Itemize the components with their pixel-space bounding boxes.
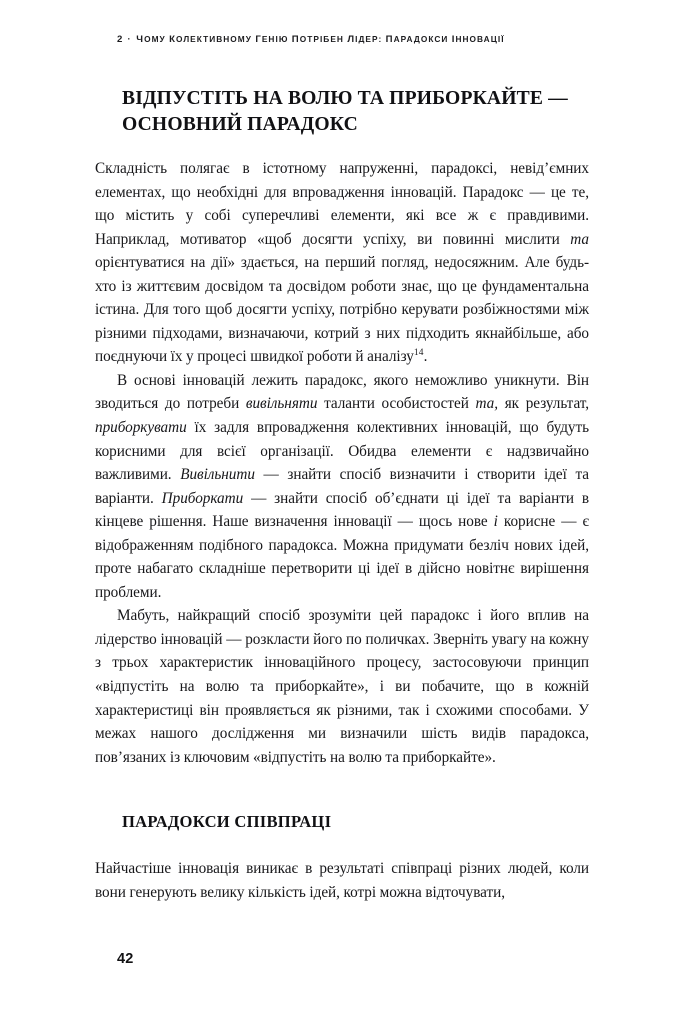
paragraph-2-emphasis-2: та, — [475, 395, 499, 413]
paragraph-1-part-b: орієнтуватися на дії» здається, на перший погляд, недосяжним. Але будь-хто із життєвим досвідом та досвідом роботи знає, що це фундаментальна істина. Для того щоб досягти успіху, потрібно керувати розбіжностями між різними підходами, визначаючи, котрий з них підходить якнайбільше, або поєднуючи їх у процесі швидкої роботи й аналізу — [95, 254, 589, 366]
paragraph-2-emphasis-5: Приборкати — [161, 489, 244, 507]
paragraph-1-part-c: . — [423, 348, 428, 366]
paragraph-2-emphasis-6: і — [493, 513, 498, 531]
spacer-after-section-heading — [95, 833, 589, 857]
running-head — [117, 33, 597, 46]
paragraph-4: Найчастіше інновація виникає в результаті співпраці різних людей, коли вони генерують велику кількість ідей, котрі можна відточувати, — [95, 860, 589, 901]
paragraph-2-part-g: корисне — є відображенням подібного парадокса. Можна придумати безліч нових ідей, проте набагато складніше перетворити ці ідеї в дійсно новітнє вирішення проблеми. — [95, 513, 589, 601]
paragraph-2-part-d: їх задля впровадження колективних інновацій, що будуть корисними для всієї організації. Обидва елементи є надзвичайно важливими. — [95, 419, 589, 484]
footnote-marker-14: 14 — [413, 348, 424, 359]
paragraph-2-emphasis-4: Вивільнити — [180, 466, 255, 484]
section-title: ПАРАДОКСИ СПІВПРАЦІ — [122, 812, 332, 832]
spacer-before-section-heading — [95, 769, 589, 811]
running-head-title: ЧОМУ КОЛЕКТИВНОМУ ГЕНІЮ ПОТРІБЕН ЛІДЕР: ПАРАДОКСИ ІННОВАЦІЇ — [136, 34, 505, 45]
paragraph-1 — [95, 157, 589, 369]
paragraph-2-emphasis-1: вивільняти — [245, 395, 318, 413]
running-head-chapter-number: 2 — [117, 34, 124, 45]
paragraph-2-part-f: — знайти спосіб об’єднати ці ідеї та варіанти в кінцеве рішення. Наше визначення інновації — щось нове — [95, 489, 589, 531]
paragraph-2-part-a: В основі інновацій лежить парадокс, якого неможливо уникнути. Він зводиться до потреби — [95, 371, 589, 413]
paragraph-2-part-e: — знайти спосіб визначити і створити ідеї та варіанти. — [95, 466, 589, 507]
paragraph-2 — [95, 369, 589, 604]
paragraph-2-emphasis-3: приборкувати — [95, 419, 187, 437]
paragraph-1-emphasis-1: та — [570, 230, 589, 248]
running-head-separator: · — [127, 34, 133, 44]
page-title: ВІДПУСТІТЬ НА ВОЛЮ ТА ПРИБОРКАЙТЕ — ОСНОВНИЙ ПАРАДОКС — [122, 88, 568, 135]
paragraph-1-part-a: Складність полягає в істотному напруженні, парадоксі, невід’ємних елементах, що необхідні для впровадження інновацій. Парадокс — це те, що містить у собі суперечливі елементи, які все ж є правдивими. Наприклад, мотиватор «щоб досягти успіху, ви повинні мислити — [95, 160, 589, 248]
paragraph-2-part-c: як результат, — [498, 395, 589, 413]
page-content — [95, 86, 589, 904]
paragraph-3: Мабуть, найкращий спосіб зрозуміти цей парадокс і його вплив на лідерство інновацій — розкласти його по поличках. Зверніть увагу на кожну з трьох характеристик інноваційного процесу, застосовуючи принцип «відпустіть на волю та приборкайте», і ви побачите, що в кожній характеристиці він проявляється як різними, так і схожими способами. У межах нашого дослідження ми визначили шість видів парадокса, пов’язаних із ключовим «відпустіть на волю та приборкайте». — [95, 607, 589, 766]
spacer-after-title — [95, 137, 589, 157]
page-number: 42 — [117, 951, 134, 967]
paragraph-2-part-b: таланти особистостей — [317, 395, 476, 413]
